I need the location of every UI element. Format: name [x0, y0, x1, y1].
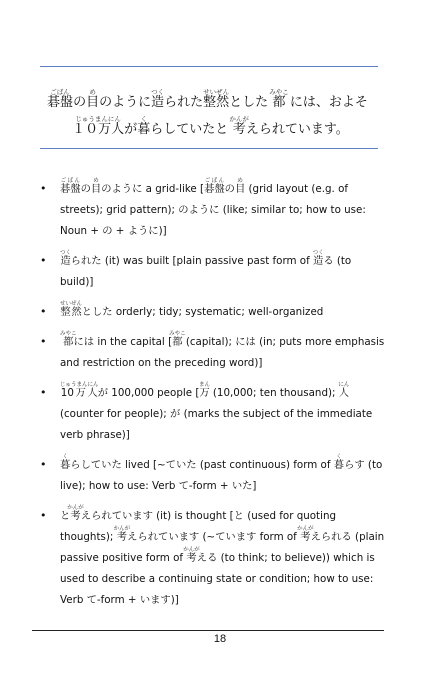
main-sentence-ruby-word: [203, 88, 230, 110]
main-sentence-ruby-word: [269, 88, 289, 110]
ruby-reading: ごばん: [204, 178, 225, 184]
ruby-base: 整然: [203, 95, 230, 110]
ruby-reading: め: [86, 88, 100, 96]
bullet-ruby-word: [60, 301, 83, 318]
vocabulary-item: [40, 301, 385, 323]
bullet-text: らす (to live); how to use: Verb て-form + いた]: [60, 459, 383, 492]
bullet-text: える (to think; to believe)) which is used to describe a continuing state or condition; how to use: Verb て-form + います)]: [60, 552, 375, 606]
main-sentence-ruby-word: [229, 115, 249, 137]
ruby-reading: せいぜん: [60, 301, 83, 307]
bullet-ruby-word: [113, 526, 131, 543]
bullet-ruby-word: [198, 382, 210, 399]
vocabulary-item: [40, 331, 385, 374]
main-sentence-text: らしていたと: [150, 122, 233, 137]
ruby-base: 造: [312, 255, 324, 267]
page-footer-rule: [32, 630, 384, 631]
ruby-base: 碁盤: [204, 183, 225, 195]
ruby-base: 碁盤: [60, 183, 81, 195]
ruby-reading: まん: [198, 382, 210, 388]
bullet-text: (10,000; ten thousand);: [209, 387, 339, 399]
ruby-reading: め: [234, 178, 246, 184]
ruby-base: 都: [60, 336, 77, 348]
vocabulary-item: [40, 250, 385, 293]
bullet-ruby-word: [60, 250, 72, 267]
ruby-base: 目: [234, 183, 246, 195]
main-sentence: [38, 88, 383, 143]
bullet-ruby-word: [204, 178, 225, 195]
bullet-text: られた (it) was built [plain passive past form of: [70, 255, 314, 267]
ruby-reading: く: [137, 115, 151, 123]
ruby-reading: く: [333, 454, 345, 460]
ruby-base: 都: [169, 336, 186, 348]
ruby-reading: つく: [60, 250, 72, 256]
ruby-base: 都: [269, 95, 289, 110]
main-sentence-text: のように: [99, 95, 152, 110]
ruby-reading: つく: [312, 250, 324, 256]
bullet-ruby-word: [338, 382, 350, 399]
bullet-text: の: [80, 183, 91, 195]
bullet-ruby-word: [60, 178, 81, 195]
main-sentence-ruby-word: [151, 88, 165, 110]
ruby-reading: かんが: [297, 526, 314, 532]
ruby-reading: ごばん: [47, 88, 74, 96]
ruby-reading: じゅうまんにん: [60, 382, 99, 388]
vocabulary-item: [40, 382, 385, 446]
ruby-base: 目: [90, 183, 102, 195]
ruby-reading: せいぜん: [203, 88, 230, 96]
ruby-base: 万: [198, 387, 210, 399]
ruby-reading: にん: [338, 382, 350, 388]
bullet-ruby-word: [297, 526, 314, 543]
ruby-reading: つく: [151, 88, 165, 96]
main-sentence-text: とした: [229, 95, 273, 110]
main-sentence-text: えられています。: [245, 122, 349, 137]
ruby-base: 造: [151, 95, 165, 110]
bullet-ruby-word: [60, 454, 71, 471]
page-number: 18: [213, 633, 227, 645]
ruby-base: 考: [67, 510, 84, 522]
vocabulary-item: [40, 454, 385, 497]
bullet-text: えられています (it) is thought [と (used for quoting thoughts);: [60, 510, 337, 543]
bullet-text: が 100,000 people [: [97, 387, 200, 399]
bullet-ruby-word: [60, 331, 77, 348]
bullet-text: とした orderly; tidy; systematic; well-organized: [81, 306, 324, 318]
ruby-reading: ごばん: [60, 178, 81, 184]
bullet-text: る (to build)]: [60, 255, 352, 288]
main-sentence-text: が: [124, 122, 138, 137]
main-sentence-text: られた: [164, 95, 204, 110]
ruby-base: 暮: [137, 122, 151, 137]
bullet-text: えられています (~ています form of: [127, 531, 301, 543]
ruby-base: 考: [229, 122, 249, 137]
bullet-text: (capital); には (in; puts more emphasis and restriction on the preceding word)]: [60, 336, 385, 369]
ruby-base: １０万人: [72, 122, 125, 137]
ruby-reading: じゅうまんにん: [72, 115, 125, 123]
ruby-base: 考: [113, 531, 131, 543]
ruby-base: 造: [60, 255, 72, 267]
bullet-text: と: [60, 510, 71, 522]
bullet-text: (counter for people); が (marks the subject of the immediate verb phrase)]: [60, 408, 373, 441]
bullet-text: らしていた lived [~ていた (past continuous) form of: [70, 459, 334, 471]
ruby-base: 人: [338, 387, 350, 399]
ruby-base: 碁盤: [47, 95, 74, 110]
bullet-ruby-word: [67, 505, 84, 522]
ruby-base: 暮: [60, 459, 71, 471]
ruby-base: 考: [297, 531, 314, 543]
vocabulary-item: [40, 505, 385, 611]
ruby-base: 目: [86, 95, 100, 110]
vocabulary-item: [40, 178, 385, 242]
main-sentence-ruby-word: [72, 115, 125, 137]
bullet-ruby-word: [333, 454, 345, 471]
bullet-ruby-word: [169, 331, 186, 348]
ruby-reading: みやこ: [169, 331, 186, 337]
vocabulary-list: [40, 178, 385, 619]
bullet-text: には in the capital [: [73, 336, 173, 348]
bullet-text: のように a grid-like [: [101, 183, 205, 195]
main-sentence-text: には、およそ: [285, 95, 368, 110]
ruby-reading: め: [90, 178, 102, 184]
ruby-reading: みやこ: [269, 88, 289, 96]
main-sentence-ruby-word: [137, 115, 151, 137]
ruby-reading: かんが: [183, 547, 200, 553]
ruby-reading: く: [60, 454, 71, 460]
ruby-reading: かんが: [113, 526, 131, 532]
bullet-ruby-word: [312, 250, 324, 267]
ruby-base: 暮: [333, 459, 345, 471]
bullet-text: の: [224, 183, 235, 195]
main-sentence-ruby-word: [47, 88, 74, 110]
ruby-base: 考: [183, 552, 200, 564]
bullet-ruby-word: [183, 547, 200, 564]
top-rule: [40, 66, 378, 67]
bullet-text: (grid layout (e.g. of streets); grid pattern); のように (like; similar to; how to use: Noun + の + ように)]: [60, 183, 366, 237]
bullet-ruby-word: [234, 178, 246, 195]
ruby-reading: かんが: [67, 505, 84, 511]
bullet-ruby-word: [60, 382, 99, 399]
ruby-reading: みやこ: [60, 331, 77, 337]
bottom-rule: [40, 148, 378, 149]
ruby-reading: かんが: [229, 115, 249, 123]
ruby-base: 整然: [60, 306, 82, 318]
main-sentence-text: の: [73, 95, 87, 110]
main-sentence-ruby-word: [86, 88, 100, 110]
ruby-base: 10万人: [60, 387, 99, 399]
bullet-ruby-word: [90, 178, 102, 195]
bullet-text: えられる (plain passive positive form of: [60, 531, 385, 564]
